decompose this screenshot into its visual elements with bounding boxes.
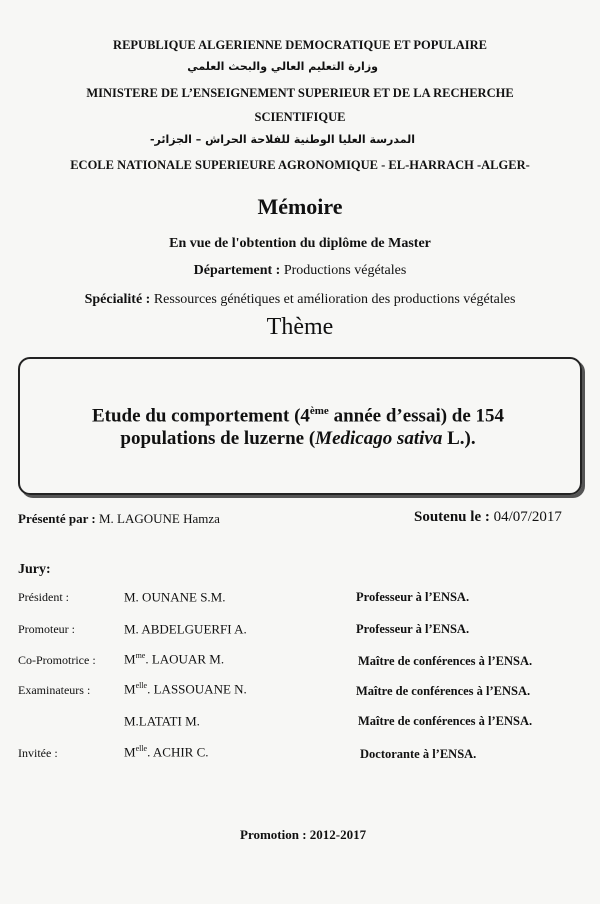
theme-line-2: populations de luzerne (Medicago sativa L.). [120,428,476,449]
speciality-label: Spécialité : [84,292,151,307]
jury-role: Examinateurs : [18,683,91,697]
jury-member-name: $M^{me}$. LAOUAR M. [124,651,225,667]
jury-member-title: Professeur à l’ENSA. [356,590,470,604]
ministry-title-line1: MINISTERE DE L’ENSEIGNEMENT SUPERIEUR ET DE LA RECHERCHE [86,86,514,100]
jury-member-name: M. OUNANE S.M. [124,589,226,605]
department-value: Productions végétales [280,263,407,278]
jury-role: Co-Promotrice : [18,653,96,667]
jury-member-name: M. ABDELGUERFI A. [124,621,247,637]
jury-member-title: Maître de conférences à l’ENSA. [356,684,531,698]
school-title: ECOLE NATIONALE SUPERIEURE AGRONOMIQUE - EL-HARRACH -ALGER- [70,158,530,172]
ministry-title-line2: SCIENTIFIQUE [254,110,346,124]
jury-member-name: M.LATATI M. [124,713,200,729]
jury-role: Promoteur : [18,622,75,636]
theme-heading: Thème [266,314,334,340]
department-label: Département : [193,263,281,278]
document-type-title: Mémoire [257,194,343,219]
school-arabic: المدرسة العليا الوطنية للفلاحة الحراش – الجزائر- [149,133,415,146]
speciality-line [0,292,600,308]
jury-role: Invitée : [18,746,58,760]
ministry-arabic: وزارة التعليم العالي والبحث العلمي [187,60,378,73]
jury-member-name: $M^{elle}$. ACHIR C. [124,744,209,760]
jury-member-title: Doctorante à l’ENSA. [360,747,477,761]
speciality-value: Ressources génétiques et amélioration des productions végétales [150,292,516,307]
jury-heading: Jury: [18,562,51,577]
jury-member-title: Maître de conférences à l’ENSA. [358,714,533,728]
republic-title: REPUBLIQUE ALGERIENNE DEMOCRATIQUE ET POPULAIRE [113,38,487,52]
jury-role: Président : [18,590,69,604]
theme-line-1: Etude du comportement (4ème année d’essai) de 154 [91,405,505,427]
defense-date: Soutenu le : 04/07/2017 [414,509,562,525]
degree-purpose: En vue de l'obtention du diplôme de Master [169,236,431,251]
promotion-years: Promotion : 2012-2017 [240,827,367,842]
presented-by: Présenté par : M. LAGOUNE Hamza [18,511,220,526]
jury-member-title: Professeur à l’ENSA. [356,622,470,636]
jury-member-title: Maître de conférences à l’ENSA. [358,654,533,668]
department-line [0,263,600,279]
jury-member-name: $M^{elle}$. LASSOUANE N. [124,681,247,697]
